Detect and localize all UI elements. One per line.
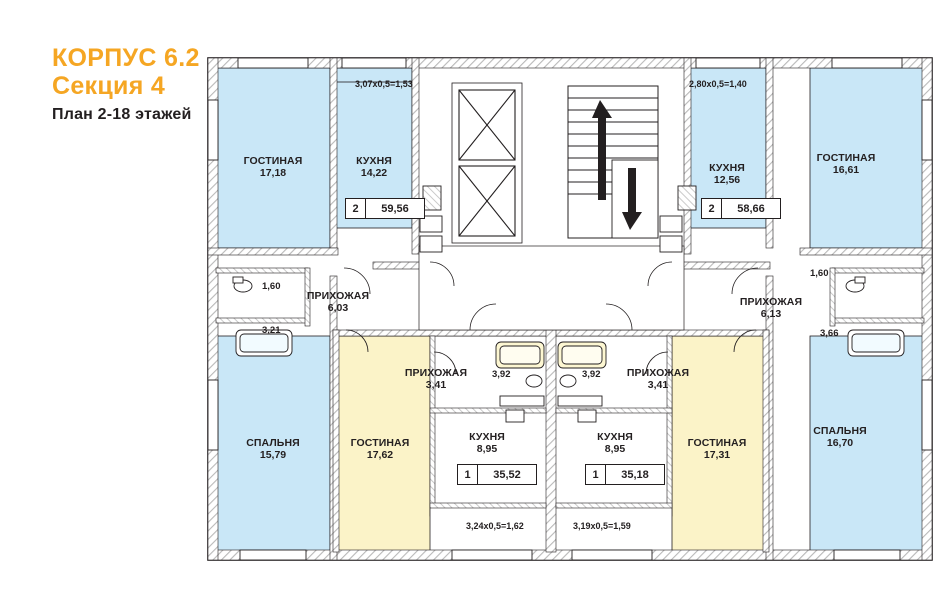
room-label: ПРИХОЖАЯ 3,41	[404, 367, 468, 392]
wc-area-left: 1,60	[262, 281, 281, 292]
flat-badge-left-2room[interactable]	[345, 198, 425, 219]
room-label: СПАЛЬНЯ 15,79	[246, 437, 300, 462]
room-label: КУХНЯ 14,22	[356, 155, 392, 180]
room-label: ГОСТИНАЯ 16,61	[816, 152, 876, 177]
room-label: КУХНЯ 8,95	[597, 431, 633, 456]
room-label: ПРИХОЖАЯ 6,13	[739, 296, 803, 321]
balcony-dimension: 3,19х0,5=1,59	[573, 521, 631, 531]
title-floors: План 2-18 этажей	[52, 106, 192, 123]
title-section: Секция 4	[52, 72, 166, 100]
flat-rooms-count: 1	[458, 465, 478, 484]
title-building: КОРПУС 6.2	[52, 44, 200, 72]
flat-rooms-count: 2	[346, 199, 366, 218]
flat-total-area: 59,56	[381, 202, 409, 215]
lobby	[419, 246, 684, 330]
balcony-dimension: 3,07х0,5=1,53	[355, 79, 413, 89]
room-label: КУХНЯ 12,56	[709, 162, 745, 187]
flat-total-area: 35,18	[621, 468, 649, 481]
room-label: ГОСТИНАЯ 17,31	[687, 437, 747, 462]
flat-badge-mid-right-1room[interactable]	[585, 464, 665, 485]
bath-area-left: 3,21	[262, 325, 281, 336]
balcony-dimension: 3,24х0,5=1,62	[466, 521, 524, 531]
bath-area-mid-right: 3,92	[582, 369, 601, 380]
room-label: ГОСТИНАЯ 17,18	[243, 155, 303, 180]
staircase	[568, 86, 658, 238]
flat-total-area: 35,52	[493, 468, 521, 481]
flat-badge-mid-left-1room[interactable]	[457, 464, 537, 485]
title-block	[52, 44, 352, 124]
wc-area-right: 1,60	[810, 268, 829, 279]
flat-total-area: 58,66	[737, 202, 765, 215]
room-label: ГОСТИНАЯ 17,62	[350, 437, 410, 462]
flat-rooms-count: 2	[702, 199, 722, 218]
room-label: ПРИХОЖАЯ 6,03	[306, 290, 370, 315]
balcony-dimension: 2,80х0,5=1,40	[689, 79, 747, 89]
room-label: ПРИХОЖАЯ 3,41	[626, 367, 690, 392]
bath-area-mid-left: 3,92	[492, 369, 511, 380]
bath-area-right: 3,66	[820, 328, 839, 339]
flat-badge-right-2room[interactable]	[701, 198, 781, 219]
flat-rooms-count: 1	[586, 465, 606, 484]
room-label: КУХНЯ 8,95	[469, 431, 505, 456]
room-label: СПАЛЬНЯ 16,70	[813, 425, 867, 450]
